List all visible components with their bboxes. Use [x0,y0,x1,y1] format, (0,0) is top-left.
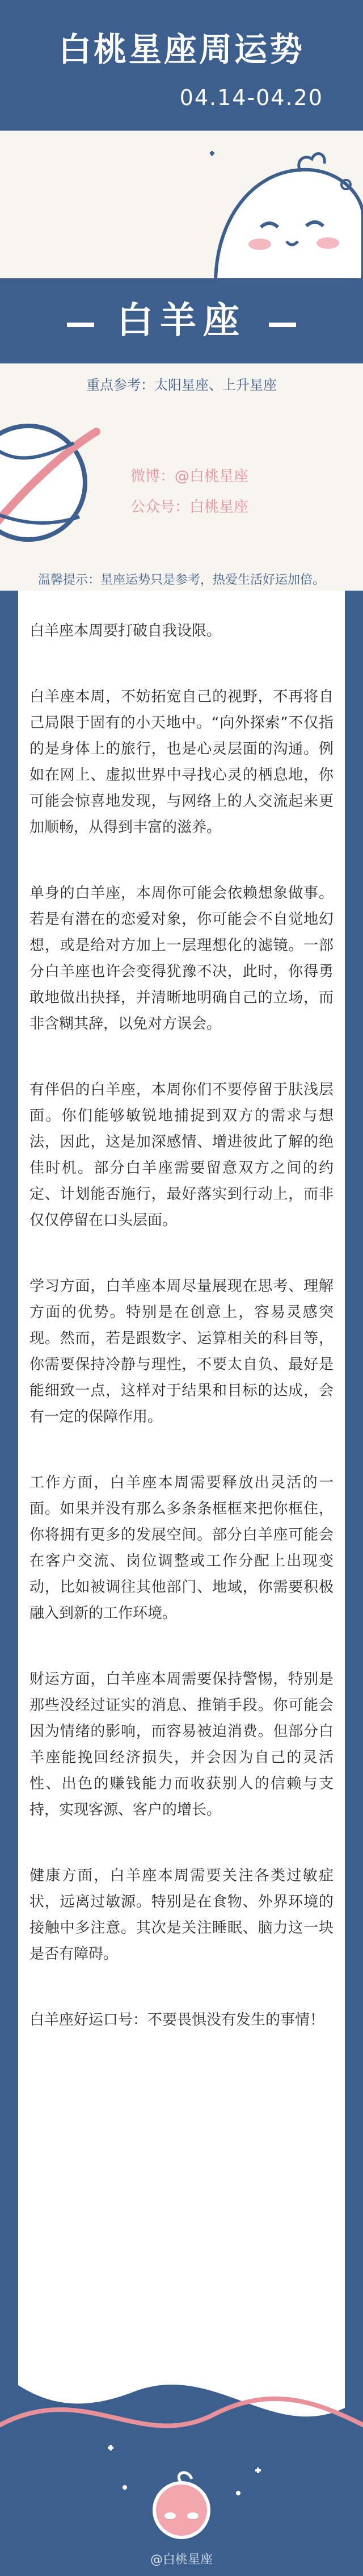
paragraph-study: 学习方面，白羊座本周尽量展现在思考、理解方面的优势。特别是在创意上，容易灵感突现。然而，若是跟数字、运算相关的科目等，你需要保持冷静与理性，不要太自负、最好是能细致一点，这样对于结果和目标的达成，会有一定的保障作用。 [29,1278,334,1425]
sign-title: 白羊座 [117,300,246,342]
peach-mascot-icon [193,131,363,284]
paragraph-wealth: 财运方面，白羊座本周需要保持警惕，特别是那些没经过证实的消息、推销手段。你可能会因为情绪的影响，而容易被迫消费。但部分白羊座能挽回经济损失，并会因为自己的灵活性、出色的赚钱能力而收获别人的信赖与支持，实现客源、客户的增长。 [29,1671,334,1818]
paragraph-work: 工作方面，白羊座本周需要释放出灵活的一面。如果并没有那么多条条框框来把你框住，你将拥有更多的发展空间。部分白羊座可能会在客户交流、岗位调整或工作分配上出现变动，比如被调往其他部门、地域，你需要积极融入到新的工作环境。 [29,1474,334,1622]
paragraph-health: 健康方面，白羊座本周需要关注各类过敏症状，远离过敏源。特别是在食物、外界环境的接触中多注意。其次是关注睡眠、脑力这一块是否有障碍。 [29,1867,334,1963]
paragraph-overall: 白羊座本周，不妨拓宽自己的视野，不再将自己局限于固有的小天地中。“向外探索”不仅指的是身体上的旅行，也是心灵层面的沟通。例如在网上、虚拟世界中寻找心灵的栖息地，你可能会惊喜地发现，与网络上的人交流起来更加顺畅，从得到丰富的滋养。 [29,688,334,836]
page-title: 白桃星座周运势 [58,30,305,69]
gzh-handle: 公众号：白桃星座 [130,499,249,516]
content-card [18,591,345,2340]
date-range: 04.14-04.20 [179,85,323,110]
weibo-handle: 微博：@白桃星座 [130,468,249,485]
footer-watermark: @白桃星座 [150,2553,213,2567]
paragraph-single: 单身的白羊座，本周你可能会依赖想象做事。若是有潜在的恋爱对象，你可能会不自觉地幻想，或是给对方加上一层理想化的滤镜。一部分白羊座也许会变得犹豫不决，此时，你得勇敢地做出抉择，并清晰地明确自己的立场，而非含糊其辞，以免对方误会。 [29,885,334,1032]
paragraph-slogan: 白羊座好运口号：不要畏惧没有发生的事情！ [29,2012,325,2029]
sign-banner [0,278,363,363]
paragraph-intro: 白羊座本周要打破自我设限。 [29,622,222,639]
header [0,0,363,591]
tip-text: 温馨提示：星座运势只是参考，热爱生活好运加倍。 [37,573,325,587]
footer-decoration [0,2340,363,2576]
peach-icon [154,2473,209,2537]
paragraph-couple: 有伴侣的白羊座，本周你们不要停留于肤浅层面。你们能够敏锐地捕捉到双方的需求与想法，因此，这是加深感情、增进彼此了解的绝佳时机。部分白羊座需要留意双方之间的约定、计划能否施行，最好落实到行动上，而非仅仅停留在口头层面。 [29,1081,334,1229]
planet-icon [0,409,102,557]
reference-note: 重点参考：太阳星座、上升星座 [86,377,277,393]
